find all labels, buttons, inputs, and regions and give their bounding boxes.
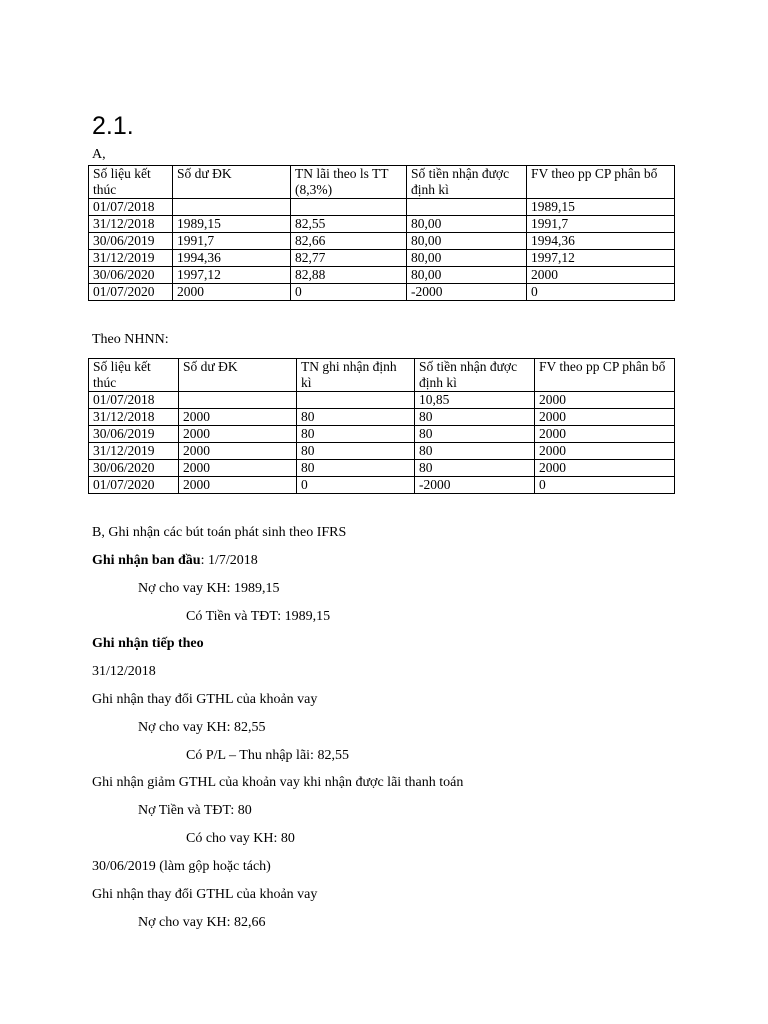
table-header-cell: TN lãi theo ls TT (8,3%) bbox=[291, 166, 407, 199]
initial-recognition-bold: Ghi nhận ban đầu bbox=[92, 553, 201, 568]
change-label-2: Ghi nhận thay đổi GTHL của khoản vay bbox=[92, 887, 318, 902]
credit-entry-1: Có P/L – Thu nhập lãi: 82,55 bbox=[186, 748, 349, 763]
table-row bbox=[89, 284, 675, 301]
table-row bbox=[89, 392, 675, 409]
table-cell: 01/07/2018 bbox=[89, 392, 179, 409]
debit-entry-1: Nợ cho vay KH: 82,55 bbox=[138, 720, 266, 735]
table-cell: 82,77 bbox=[291, 250, 407, 267]
table-row bbox=[89, 426, 675, 443]
table-cell: 1991,7 bbox=[527, 216, 675, 233]
table-header-row bbox=[89, 359, 675, 392]
table-cell bbox=[173, 199, 291, 216]
table-cell: 1994,36 bbox=[527, 233, 675, 250]
table-cell bbox=[407, 199, 527, 216]
debit-entry-3: Nợ cho vay KH: 82,66 bbox=[138, 915, 266, 930]
table-cell bbox=[291, 199, 407, 216]
table-cell: 80 bbox=[297, 426, 415, 443]
table-cell: 0 bbox=[527, 284, 675, 301]
table-cell: 1989,15 bbox=[527, 199, 675, 216]
table-cell: 01/07/2020 bbox=[89, 284, 173, 301]
table-cell: 82,88 bbox=[291, 267, 407, 284]
table-cell: 2000 bbox=[179, 426, 297, 443]
table-cell: 2000 bbox=[179, 409, 297, 426]
initial-credit-entry: Có Tiền và TĐT: 1989,15 bbox=[186, 609, 331, 624]
table-cell: 10,85 bbox=[415, 392, 535, 409]
table-header-cell: Số dư ĐK bbox=[173, 166, 291, 199]
table-cell: 1997,12 bbox=[173, 267, 291, 284]
table-row bbox=[89, 267, 675, 284]
table-cell: 2000 bbox=[179, 477, 297, 494]
table-cell: 80 bbox=[415, 409, 535, 426]
part-b-title: B, Ghi nhận các bút toán phát sinh theo IFRS bbox=[92, 525, 347, 540]
initial-debit-entry: Nợ cho vay KH: 1989,15 bbox=[138, 581, 280, 596]
table-cell: 2000 bbox=[179, 443, 297, 460]
table-cell: 82,55 bbox=[291, 216, 407, 233]
table-cell: 80,00 bbox=[407, 216, 527, 233]
table-cell: 80 bbox=[415, 426, 535, 443]
table-cell: 80 bbox=[297, 460, 415, 477]
table-cell: 1989,15 bbox=[173, 216, 291, 233]
decrease-label: Ghi nhận giảm GTHL của khoản vay khi nhận được lãi thanh toán bbox=[92, 775, 464, 790]
table-cell: 1991,7 bbox=[173, 233, 291, 250]
table-header-cell: FV theo pp CP phân bổ bbox=[527, 166, 675, 199]
table-cell: 30/06/2020 bbox=[89, 460, 179, 477]
table-cell: 2000 bbox=[535, 392, 675, 409]
table-cell: 80,00 bbox=[407, 267, 527, 284]
table-cell bbox=[297, 392, 415, 409]
table-header-cell: FV theo pp CP phân bổ bbox=[535, 359, 675, 392]
table-cell: 80 bbox=[297, 443, 415, 460]
table-row bbox=[89, 199, 675, 216]
nhnn-label: Theo NHNN: bbox=[92, 332, 169, 347]
table-cell: 1997,12 bbox=[527, 250, 675, 267]
table-cell: 2000 bbox=[527, 267, 675, 284]
table-cell: 30/06/2019 bbox=[89, 233, 173, 250]
table-cell: 1994,36 bbox=[173, 250, 291, 267]
table-cell: 2000 bbox=[535, 426, 675, 443]
table-cell: 31/12/2018 bbox=[89, 216, 173, 233]
entry-date-2: 30/06/2019 (làm gộp hoặc tách) bbox=[92, 859, 271, 874]
amortized-cost-table bbox=[88, 165, 675, 301]
table-cell: 30/06/2020 bbox=[89, 267, 173, 284]
table-cell: 31/12/2019 bbox=[89, 443, 179, 460]
initial-recognition bbox=[92, 552, 258, 570]
table-cell: 31/12/2019 bbox=[89, 250, 173, 267]
entry-date-1: 31/12/2018 bbox=[92, 664, 156, 679]
table-cell: 31/12/2018 bbox=[89, 409, 179, 426]
table-header-row bbox=[89, 166, 675, 199]
table-cell: -2000 bbox=[415, 477, 535, 494]
table-cell: 2000 bbox=[535, 443, 675, 460]
table-row bbox=[89, 443, 675, 460]
table-cell: 0 bbox=[291, 284, 407, 301]
table-header-cell: TN ghi nhận định kì bbox=[297, 359, 415, 392]
table-cell: 80 bbox=[415, 443, 535, 460]
table-cell: 80 bbox=[415, 460, 535, 477]
section-heading: 2.1. bbox=[92, 112, 134, 140]
table-cell: 0 bbox=[535, 477, 675, 494]
table-row bbox=[89, 233, 675, 250]
table-row bbox=[89, 477, 675, 494]
change-label-1: Ghi nhận thay đổi GTHL của khoản vay bbox=[92, 692, 318, 707]
nhnn-table bbox=[88, 358, 675, 494]
table-cell bbox=[179, 392, 297, 409]
table-header-cell: Số tiền nhận được định kì bbox=[415, 359, 535, 392]
debit-entry-2: Nợ Tiền và TĐT: 80 bbox=[138, 803, 252, 818]
table-cell: 2000 bbox=[535, 409, 675, 426]
table-cell: 80 bbox=[297, 409, 415, 426]
table-cell: 01/07/2018 bbox=[89, 199, 173, 216]
table-cell: 2000 bbox=[179, 460, 297, 477]
part-a-label: A, bbox=[92, 147, 106, 162]
table-cell: 2000 bbox=[173, 284, 291, 301]
table-cell: 01/07/2020 bbox=[89, 477, 179, 494]
table-cell: 80,00 bbox=[407, 233, 527, 250]
table-cell: 2000 bbox=[535, 460, 675, 477]
table-header-cell: Số tiền nhận được định kì bbox=[407, 166, 527, 199]
table-row bbox=[89, 250, 675, 267]
table-header-cell: Số liệu kết thúc bbox=[89, 359, 179, 392]
table-row bbox=[89, 460, 675, 477]
table-cell: 0 bbox=[297, 477, 415, 494]
table-row bbox=[89, 216, 675, 233]
table-cell: 82,66 bbox=[291, 233, 407, 250]
table-cell: 30/06/2019 bbox=[89, 426, 179, 443]
credit-entry-2: Có cho vay KH: 80 bbox=[186, 831, 295, 846]
table-header-cell: Số liệu kết thúc bbox=[89, 166, 173, 199]
table-header-cell: Số dư ĐK bbox=[179, 359, 297, 392]
subsequent-recognition bbox=[92, 635, 204, 653]
table-row bbox=[89, 409, 675, 426]
subsequent-recognition-bold: Ghi nhận tiếp theo bbox=[92, 636, 204, 651]
table-cell: -2000 bbox=[407, 284, 527, 301]
initial-recognition-date: : 1/7/2018 bbox=[200, 553, 258, 568]
table-cell: 80,00 bbox=[407, 250, 527, 267]
